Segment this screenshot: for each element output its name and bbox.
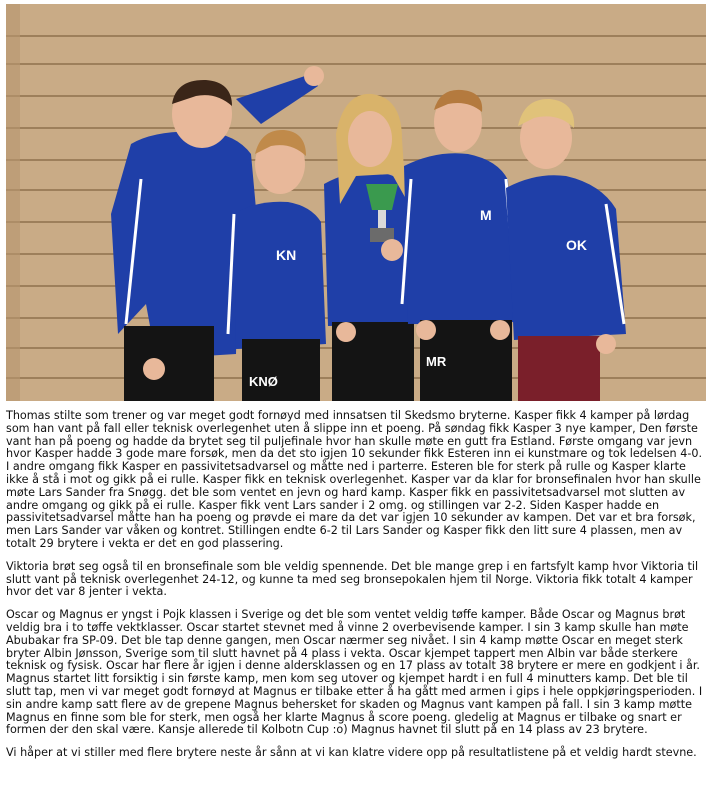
- jacket-initials-ok: OK: [566, 237, 587, 253]
- pants-initials-kno: KNØ: [249, 374, 278, 389]
- article-body: [6, 410, 706, 770]
- pants-initials-mr: MR: [426, 354, 447, 369]
- jacket-initials-m: M: [480, 207, 492, 223]
- article-paragraph: Vi håper at vi stiller med flere brytere neste år sånn at vi kan klatre videre opp på resultatlistene på et veldig hardt stevne.: [6, 746, 697, 760]
- team-photo: [6, 4, 706, 401]
- article-paragraph: Viktoria brøt seg også til en bronsefinale som ble veldig spennende. Det ble mange grep i en fartsfylt kamp hvor Viktoria til slutt vant på teknisk overlegenhet 24-12, og kunne ta med seg bronsepokalen hjem til Norge. Viktoria fikk totalt 4 kamper hvor det var 8 jenter i vekta.: [6, 559, 699, 599]
- article-paragraph: Thomas stilte som trener og var meget godt fornøyd med innsatsen til Skedsmo bryterne. Kasper fikk 4 kamper på lørdag som han vant på fall eller teknisk overlegenhet uten å slippe inn et poeng. På søndag fikk Kasper 3 nye kamper, Den første vant han på poeng og hadde da brytet seg til puljefinale hvor han skulle møte en gutt fra Estland. Første omgang var jevn hvor Kasper hadde 3 gode mare forsøk, men da det sto igjen 10 sekunder fikk Esteren inn ei kunstmare og tok ledelsen 4-0. I andre omgang fikk Kasper en passivitetsadvarsel og måtte ned i parterre. Esteren ble for sterk på rulle og Kasper klarte ikke å stå i mot og gikk på ei rulle. Kasper fikk en teknisk overlegenhet. Kasper var da klar for bronsefinalen hvor han skulle møte Lars Sander fra Snøgg. det ble som ventet en jevn og hard kamp. Kasper fikk en passivitetsadvarsel mot slutten av andre omgang og gikk på ei rulle. Kasper fikk vent Lars sander i 2 omg. og stillingen var 2-2. Siden Kasper hadde en passivitetsadvarsel måtte han ha poeng og prøvde ei mare da det var igjen 10 sekunder av kampen. Det var et bra forsøk, men Lars Sander var våken og kontret. Stillingen endte 6-2 til Lars Sander og Kasper fikk den litt sure 4 plassen, men av totalt 29 brytere i vekta er det en god plassering.: [6, 409, 703, 550]
- article-paragraph: Oscar og Magnus er yngst i Pojk klassen i Sverige og det ble som ventet veldig tøffe kamper. Både Oscar og Magnus brøt veldig bra i to tøffe vektklasser. Oscar startet stevnet med å vinne 2 overbevisende kamper. I sin 3 kamp skulle han møte Abubakar fra SP-09. Det ble tap denne gangen, men Oscar nærmer seg nivået. I sin 4 kamp møtte Oscar en meget sterk bryter Albin Jønsson, Sverige som til slutt havnet på 4 plass i vekta. Oscar kjempet tappert men Albin var både sterkere teknisk og fysisk. Oscar har flere år igjen i denne aldersklassen og en 17 plass av totalt 38 brytere er mere en godkjent i år. Magnus startet litt forsiktig i sin første kamp, men kom seg utover og kjempet hardt i en full 4 minutters kamp. Det ble til slutt tap, men vi var meget godt fornøyd at Magnus er tilbake etter å ha gått med armen i gips i hele oppkjøringsperioden. I sin andre kamp satt flere av de grepene Magnus behersket for skaden og Magnus vant kampen på fall. I sin 3 kamp møtte Magnus en finne som ble for sterk, men også her klarte Magnus å score poeng. gledelig at Magnus er tilbake og snart er formen der den skal være. Kansje allerede til Kolbotn Cup :o) Magnus havnet til slutt på en 14 plass av 23 brytere.: [6, 608, 703, 737]
- jacket-initials-kn: KN: [276, 247, 297, 263]
